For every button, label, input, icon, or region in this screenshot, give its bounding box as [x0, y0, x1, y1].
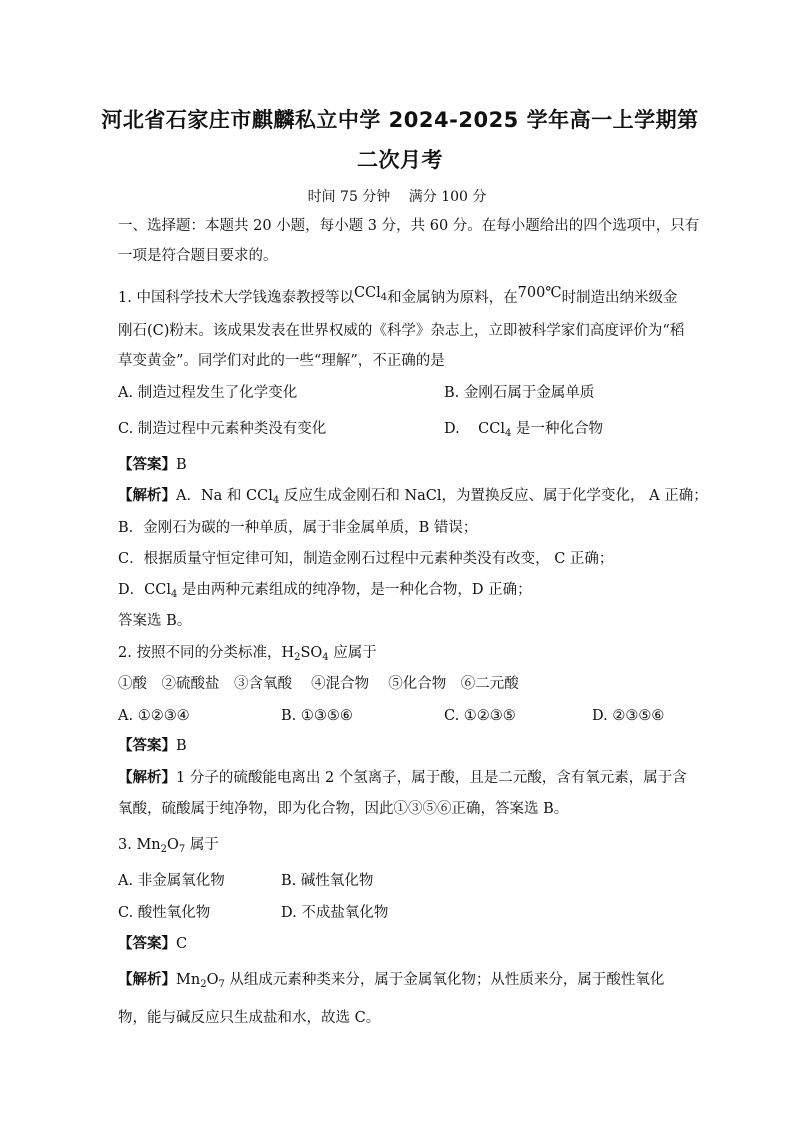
- q2-stem-text-a: 2. 按照不同的分类标准，H: [118, 645, 295, 661]
- q2-answer-value: B: [176, 738, 187, 754]
- q1-formula-ccl4: [354, 285, 387, 301]
- q1-formula-sub: 4: [380, 292, 388, 303]
- q3-option-a: A. 非金属氧化物: [118, 873, 225, 889]
- exam-meta: 时间 75 分钟 满分 100 分: [307, 189, 487, 205]
- q3-option-b: B. 碱性氧化物: [281, 873, 374, 889]
- q1-analysis-line-3: C．根据质量守恒定律可知，制造金刚石过程中元素种类没有改变， C 正确；: [118, 551, 614, 567]
- q2-answer-label: 【答案】: [118, 738, 176, 754]
- q2-option-c: C. ①②③⑤: [444, 708, 516, 724]
- q1-option-d-sub: 4: [504, 428, 512, 439]
- q1-analysis-line-1: [118, 486, 708, 511]
- q2-analysis-line-2: 氧酸，硫酸属于纯净物，即为化合物，因此①③⑤⑥正确，答案选 B。: [118, 801, 569, 817]
- document-title-line-1: 河北省石家庄市麒麟私立中学 2024-2025 学年高一上学期第: [101, 108, 699, 132]
- q1-stem-text-b: 和金属钠为原料，在: [387, 290, 518, 306]
- section-instructions-line-2: 一项是符合题目要求的。: [118, 248, 278, 264]
- q1-stem-line-3: 草变黄金”。同学们对此的一些“理解”，不正确的是: [118, 353, 445, 369]
- q2-answer: [118, 736, 187, 756]
- q2-items: ①酸 ②硫酸盐 ③含氧酸 ④混合物 ⑤化合物 ⑥二元酸: [118, 676, 519, 692]
- q2-analysis-line-1: [118, 768, 687, 788]
- q3-analysis-sub-2: 7: [218, 979, 225, 990]
- q1-analysis-line-4: [118, 580, 532, 605]
- q1-stem-text-a: 1. 中国科学技术大学钱逸泰教授等以: [118, 290, 354, 306]
- q1-stem-line-1: [118, 285, 678, 313]
- q1-option-c: C. 制造过程中元素种类没有变化: [118, 421, 327, 437]
- q2-option-b: B. ①③⑤⑥: [281, 708, 353, 724]
- q1-option-b: B. 金刚石属于金属单质: [444, 385, 595, 401]
- q1-analysis-line-2: B．金刚石为碳的一种单质，属于非金属单质，B 错误；: [118, 520, 478, 536]
- q2-option-a: A. ①②③④: [118, 708, 190, 724]
- q1-option-a: A. 制造过程发生了化学变化: [118, 385, 298, 401]
- q2-stem-text-b: SO: [300, 645, 323, 661]
- q3-stem-sub-2: 7: [178, 844, 186, 855]
- q3-analysis-line-1: [118, 970, 664, 995]
- q1-analysis-label: 【解析】: [118, 488, 176, 504]
- q3-stem: [118, 835, 219, 860]
- q1-analysis-line-5: 答案选 B。: [118, 613, 192, 629]
- q1-option-d-ccl: CCl: [478, 421, 505, 437]
- q3-analysis-label: 【解析】: [118, 972, 176, 988]
- q2-stem-sub-2: 4: [322, 652, 329, 663]
- q3-stem-text-b: O: [167, 837, 179, 853]
- document-title-line-2: 二次月考: [357, 148, 443, 172]
- q2-stem-text-c: 应属于: [328, 645, 377, 661]
- q2-option-d: D. ②③⑤⑥: [592, 708, 665, 724]
- q1-temperature: 700℃: [517, 285, 562, 301]
- q2-stem-sub-1: 2: [294, 652, 301, 663]
- q3-stem-text-c: 属于: [185, 837, 219, 853]
- q2-analysis-label: 【解析】: [118, 770, 176, 786]
- q3-option-c: C. 酸性氧化物: [118, 905, 211, 921]
- q1-analysis-text-a: A．Na 和 CCl: [176, 488, 273, 504]
- q1-option-d: [444, 419, 603, 444]
- q1-analysis-4-sub: 4: [170, 589, 178, 600]
- q3-analysis-sub-1: 2: [200, 979, 207, 990]
- q1-answer-label: 【答案】: [118, 457, 176, 473]
- q3-stem-text-a: 3. Mn: [118, 837, 161, 853]
- q1-option-d-rest: 是一种化合物: [511, 421, 603, 437]
- q3-answer-label: 【答案】: [118, 936, 176, 952]
- q1-stem-line-2: 刚石(C)粉末。该成果发表在世界权威的《科学》杂志上，立即被科学家们高度评价为“稻: [118, 323, 685, 339]
- q3-stem-sub-1: 2: [160, 844, 168, 855]
- q1-analysis-4-text-a: D．CCl: [118, 582, 171, 598]
- q3-answer-value: C: [176, 936, 188, 952]
- q3-analysis-text-c: 从组成元素种类来分，属于金属氧化物；从性质来分，属于酸性氧化: [224, 972, 665, 988]
- q3-answer: [118, 934, 187, 954]
- q1-answer: [118, 455, 187, 475]
- section-instructions-line-1: 一、选择题：本题共 20 小题，每小题 3 分，共 60 分。在每小题给出的四个选项中，只有: [118, 218, 700, 234]
- q1-formula-ccl: CCl: [353, 285, 381, 301]
- q1-analysis-4-text-b: 是由两种元素组成的纯净物，是一种化合物，D 正确；: [177, 582, 532, 598]
- q1-analysis-text-b: 反应生成金刚石和 NaCl，为置换反应、属于化学变化， A 正确；: [279, 488, 708, 504]
- q3-analysis-line-2: 物，能与碱反应只生成盐和水，故选 C。: [118, 1010, 381, 1026]
- q1-option-d-prefix: D.: [444, 421, 460, 437]
- q2-analysis-text: 1 分子的硫酸能电离出 2 个氢离子，属于酸，且是二元酸，含有氧元素，属于含: [176, 770, 687, 786]
- q1-analysis-sub: 4: [272, 495, 280, 506]
- q1-stem-text-c: 时制造出纳米级金: [561, 290, 678, 306]
- q2-stem: [118, 643, 377, 668]
- q3-analysis-text-b: O: [206, 972, 219, 988]
- q3-option-d: D. 不成盐氧化物: [281, 905, 389, 921]
- q3-analysis-text-a: Mn: [176, 972, 201, 988]
- q1-answer-value: B: [176, 457, 187, 473]
